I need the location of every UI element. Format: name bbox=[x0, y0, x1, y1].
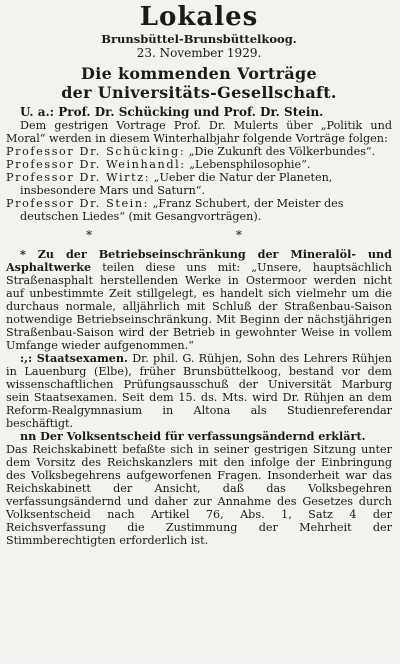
article-text: teilen diese uns mit: „Unsere, hauptsächlich Straßenasphalt herstellenden Werke in Ostermoor werden nicht auf unbestimmte Zeit stillgelegt, es handelt sich vielmehr um die durchaus normale, alljährlich mit Schluß der Straßenbau-Saison notwendige Betriebseinschränkung. Mit Beginn der nächstjährigen Straßenbau-Saison wird der Betrieb in gewohnter Weise in vollem Umfange wieder aufgenommen.“ bbox=[6, 261, 392, 352]
article-betriebseinschraenkung bbox=[6, 248, 392, 352]
lecture-speaker: Professor Dr. Wirtz: bbox=[6, 171, 151, 184]
section-separator: * * bbox=[86, 228, 312, 242]
lecture-topic: „Ueber die Natur der Planeten, insbesondere Mars und Saturn“. bbox=[20, 171, 333, 197]
article-headline-line1: Die kommenden Vorträge bbox=[81, 64, 317, 83]
lecture-topic: „Die Zukunft des Völkerbundes“. bbox=[188, 145, 376, 158]
lecture-item bbox=[6, 171, 392, 197]
article-headline-line2: der Universitäts-Gesellschaft. bbox=[61, 83, 337, 102]
dateline-place: Brunsbüttel-Brunsbüttelkoog. bbox=[101, 32, 297, 46]
article-lead: :,: Staatsexamen. bbox=[20, 351, 128, 365]
lecture-speaker: Professor Dr. Stein: bbox=[6, 197, 150, 210]
article-subhead: U. a.: Prof. Dr. Schücking und Prof. Dr. Stein. bbox=[20, 105, 324, 119]
dateline-date: 23. November 1929. bbox=[136, 46, 262, 60]
article-volksentscheid-text: Das Reichskabinett befaßte sich in seiner gestrigen Sitzung unter dem Vorsitz des Reichskanzlers mit den infolge der Einbringung des Volksbegehrens aufgeworfenen Fragen. Insonderheit war das Reichskabinett der Ansicht, daß das Volksbegehren verfassungsändernd und daher zur Annahme des Gesetzes durch Volksentscheid nach Artikel 76, Abs. 1, Satz 4 der Reichsverfassung die Zustimmung der Mehrheit der Stimmberechtigten erforderlich ist. bbox=[6, 443, 392, 547]
lecture-speaker: Professor Dr. Weinhandl: bbox=[6, 158, 186, 171]
article-text: Dr. phil. G. Rühjen, Sohn des Lehrers Rühjen in Lauenburg (Elbe), früher Brunsbüttelkoog, bestand vor dem wissenschaftlichen Prüfungsausschuß der Universität Marburg sein Staatsexamen. Seit dem 15. ds. Mts. wird Dr. Rühjen an dem Reform-Realgymnasium in Altona als Studienreferendar beschäftigt. bbox=[6, 352, 393, 430]
article-staatsexamen bbox=[6, 352, 392, 430]
lecture-speaker: Professor Dr. Schücking: bbox=[6, 145, 186, 158]
lecture-item bbox=[6, 158, 392, 171]
masthead-title: Lokales bbox=[139, 2, 259, 32]
lecture-list bbox=[6, 145, 392, 223]
lecture-item bbox=[6, 197, 392, 223]
article-volksentscheid-lead: nn Der Volksentscheid für verfassungsändernd erklärt. bbox=[20, 429, 366, 443]
lecture-topic: „Lebensphilosophie“. bbox=[189, 158, 311, 171]
lecture-item bbox=[6, 145, 392, 158]
article-intro: Dem gestrigen Vortrage Prof. Dr. Mulerts über „Politik und Moral“ werden in diesem Winterhalbjahr folgende Vorträge folgen: bbox=[6, 119, 392, 145]
lecture-topic: „Franz Schubert, der Meister des deutschen Liedes“ (mit Gesangvorträgen). bbox=[20, 197, 344, 223]
article-lead: * Zu der Betriebseinschränkung der Mineralöl- und Asphaltwerke bbox=[6, 247, 392, 274]
article-lectures bbox=[6, 64, 392, 223]
